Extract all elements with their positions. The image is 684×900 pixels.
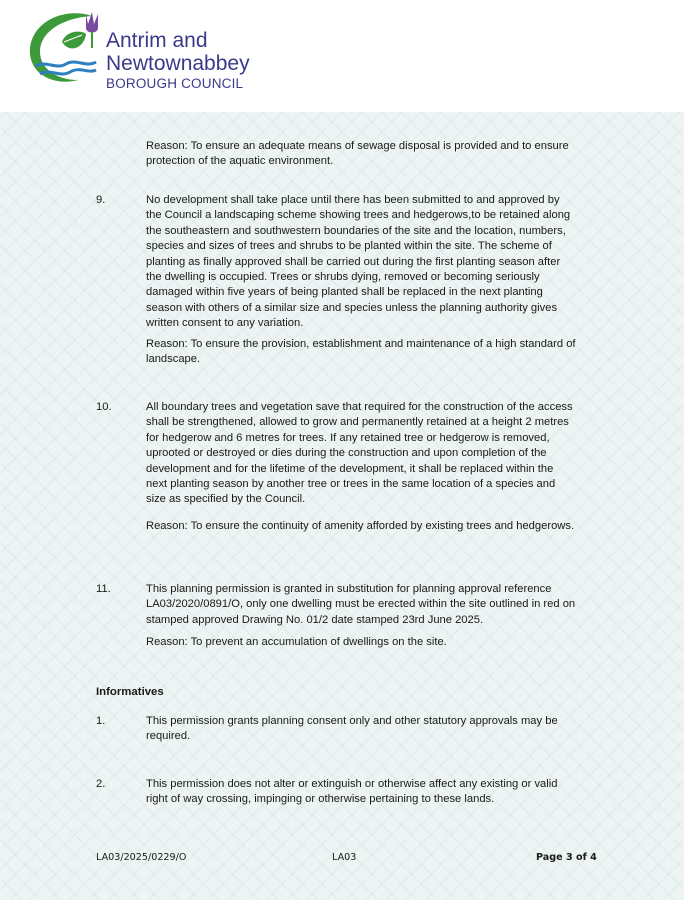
logo-line-2: Newtownabbey	[106, 52, 250, 75]
footer-page-number: Page 3 of 4	[536, 852, 597, 863]
informative-1-text: This permission grants planning consent only and other statutory approvals may be required.	[146, 715, 558, 743]
informative-2-number: 2.	[96, 778, 106, 790]
footer-code: LA03	[332, 852, 357, 863]
condition-10-number: 10.	[96, 401, 112, 413]
condition-11-reason: Reason: To prevent an accumulation of dwellings on the site.	[146, 636, 447, 648]
condition-11-text: This planning permission is granted in substitution for planning approval reference LA03/2020/0891/O, only one dwelling must be erected within the site outlined in red on stamped approved Drawing No. 01/2 date stamped 23rd June 2025.	[146, 583, 576, 626]
condition-10-text: All boundary trees and vegetation save that required for the construction of the access shall be strengthened, allowed to grow and permanently retained at a height 2 metres for hedgerow and 6 metres for trees. If any retained tree or hedgerow is removed, uprooted or destroyed or dies during the construction and upon completion of the development and for the lifetime of the development, it shall be replaced within the next planting season by another tree or trees in the same location of a species and size as specified by the Council.	[146, 401, 573, 506]
condition-9-text: No development shall take place until there has been submitted to and approved by the Council a landscaping scheme showing trees and hedgerows,to be retained along the southeastern and southwestern boundaries of the site and the location, numbers, species and sizes of trees and shrubs to be planted within the site. The scheme of planting as finally approved shall be carried out during the first planting season after the dwelling is occupied. Trees or shrubs dying, removed or becoming seriously damaged within five years of being planted shall be replaced in the next planting season with others of a similar size and species unless the planning authority gives written consent to any variation.	[146, 194, 571, 330]
condition-9-number: 9.	[96, 194, 106, 206]
informatives-heading: Informatives	[96, 686, 164, 698]
logo-wordmark	[106, 30, 250, 91]
footer-reference: LA03/2025/0229/O	[96, 852, 187, 863]
condition-11-number: 11.	[96, 583, 111, 595]
condition-9-reason: Reason: To ensure the provision, establishment and maintenance of a high standard of landscape.	[146, 338, 576, 366]
council-logo	[22, 8, 282, 92]
letterhead	[0, 0, 684, 112]
condition-10-reason: Reason: To ensure the continuity of amenity afforded by existing trees and hedgerows.	[146, 520, 575, 532]
logo-line-3: BOROUGH COUNCIL	[106, 76, 244, 91]
informative-2-text: This permission does not alter or extinguish or otherwise affect any existing or valid right of way crossing, impinging or otherwise pertaining to these lands.	[146, 778, 558, 806]
condition-8-reason: Reason: To ensure an adequate means of sewage disposal is provided and to ensure protection of the aquatic environment.	[146, 140, 569, 168]
logo-line-1: Antrim and	[106, 29, 208, 52]
council-logo-icon	[22, 8, 108, 90]
informative-1-number: 1.	[96, 715, 106, 727]
